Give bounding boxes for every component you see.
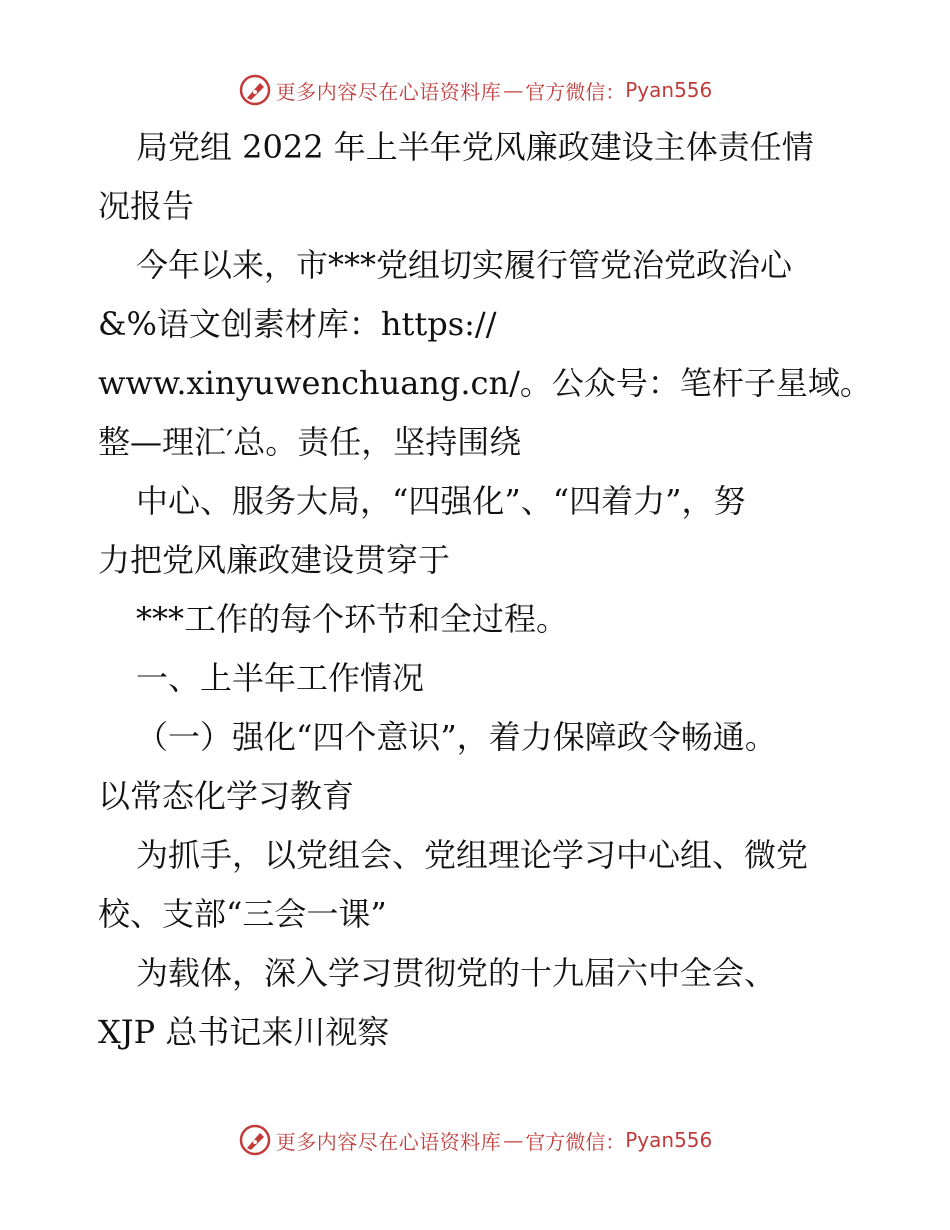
title-line-2: 况报告 (98, 187, 195, 225)
footer-separator: — (503, 1128, 524, 1152)
paragraph-line: 力把党风廉政建设贯穿于 (98, 541, 451, 579)
footer-account: Pyan556 (625, 1128, 713, 1152)
document-body (98, 118, 872, 1062)
section-heading: 一、上半年工作情况 (136, 659, 425, 697)
footer-wechat-label: 官方微信： (525, 1129, 626, 1154)
paragraph-line: 中心、服务大局，“四强化”、“四着力”，努 (136, 482, 746, 520)
paragraph-line: 整—理汇′总。责任，坚持围绕 (98, 423, 522, 461)
pen-nib-icon (238, 1123, 272, 1157)
paragraph-line: 以常态化学习教育 (98, 777, 355, 815)
footer-banner (0, 1120, 950, 1160)
pen-nib-icon (238, 73, 272, 107)
paragraph-line: 为抓手，以党组会、党组理论学习中心组、微党 (136, 836, 809, 874)
title-line-1: 局党组 2022 年上半年党风廉政建设主体责任情 (136, 128, 814, 166)
paragraph-line: ***工作的每个环节和全过程。 (136, 600, 569, 638)
paragraph-line: 校、支部“三会一课” (98, 895, 387, 933)
header-separator: — (503, 78, 524, 102)
header-wechat-label: 官方微信： (525, 79, 626, 104)
header-account: Pyan556 (625, 78, 713, 102)
footer-brand: 更多内容尽在心语资料库 (275, 1129, 502, 1154)
header-brand: 更多内容尽在心语资料库 (275, 79, 502, 104)
paragraph-line: &%语文创素材库：https:// (98, 305, 497, 343)
header-banner (0, 70, 950, 110)
paragraph-line: XJP 总书记来川视察 (98, 1013, 390, 1051)
subsection-heading: （一）强化“四个意识”，着力保障政令畅通。 (136, 718, 777, 756)
paragraph-line: www.xinyuwenchuang.cn/。公众号：笔杆子星域。 (98, 364, 872, 402)
paragraph-line: 今年以来，市***党组切实履行管党治党政治心 (136, 246, 793, 284)
paragraph-line: 为载体，深入学习贯彻党的十九届六中全会、 (136, 954, 777, 992)
